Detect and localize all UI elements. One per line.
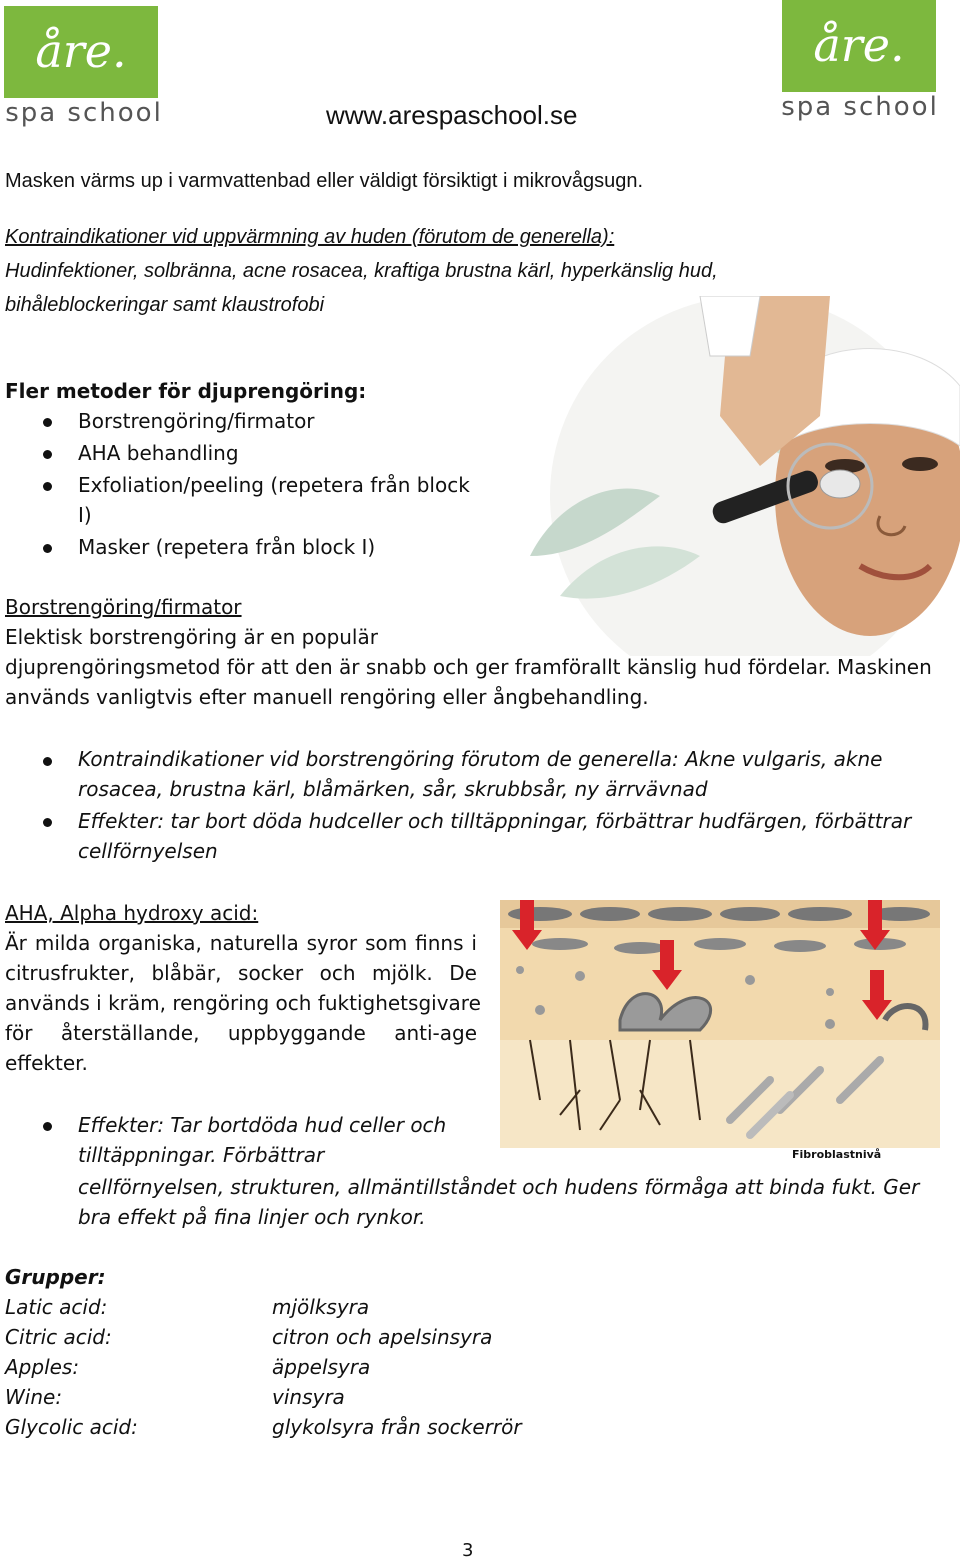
logo-right xyxy=(780,0,940,122)
bullet-icon xyxy=(43,450,52,459)
group-name: Latic acid: xyxy=(5,1295,108,1319)
group-value: glykolsyra från sockerrör xyxy=(272,1415,522,1439)
aha-text: citrusfrukter, blåbär, socker och mjölk. De xyxy=(5,961,477,985)
logo-subtitle: spa school xyxy=(5,98,163,128)
brush-text: Elektisk borstrengöring är en populär xyxy=(5,625,378,649)
brush-effects: Effekter: tar bort döda hudceller och tilltäppningar, förbättrar hudfärgen, förbättrar xyxy=(78,809,912,833)
aha-text: för återställande, uppbyggande anti-age xyxy=(5,1021,477,1045)
group-value: citron och apelsinsyra xyxy=(272,1325,493,1349)
intro-text: Masken värms up i varmvattenbad eller väldigt försiktigt i mikrovågsugn. xyxy=(5,170,644,192)
page-number: 3 xyxy=(462,1540,474,1561)
methods-item: I) xyxy=(78,503,92,527)
bullet-icon xyxy=(43,818,52,827)
methods-item: Exfoliation/peeling (repetera från block xyxy=(78,473,470,497)
group-value: vinsyra xyxy=(272,1385,345,1409)
group-name: Wine: xyxy=(5,1385,63,1409)
aha-heading: AHA, Alpha hydroxy acid: xyxy=(5,901,259,925)
website-url[interactable]: www.arespaschool.se xyxy=(326,100,578,130)
skin-layers-diagram xyxy=(500,900,940,1162)
brush-effects: cellförnyelsen xyxy=(78,839,218,863)
methods-item: Borstrengöring/firmator xyxy=(78,409,315,433)
group-name: Apples: xyxy=(5,1355,80,1379)
bullet-icon xyxy=(43,418,52,427)
brush-text: djuprengöringsmetod för att den är snabb och ger framförallt känslig hud fördelar. Maskinen xyxy=(5,655,932,679)
logo-script: åre. xyxy=(35,24,127,78)
brush-contra: rosacea, brustna kärl, blåmärken, sår, skrubbsår, ny ärrvävnad xyxy=(78,777,708,801)
contra-line: bihåleblockeringar samt klaustrofobi xyxy=(5,294,325,316)
aha-text: används i kräm, rengöring och fuktighetsgivare xyxy=(5,991,481,1015)
brush-contra: Kontraindikationer vid borstrengöring förutom de generella: Akne vulgaris, akne xyxy=(78,747,883,771)
aha-effects: Effekter: Tar bortdöda hud celler och xyxy=(78,1113,447,1137)
logo-left xyxy=(4,6,164,128)
aha-effects: tilltäppningar. Förbättrar xyxy=(78,1143,325,1167)
group-value: äppelsyra xyxy=(272,1355,371,1379)
contra-line: Hudinfektioner, solbränna, acne rosacea, kraftiga brustna kärl, hyperkänslig hud, xyxy=(5,260,718,282)
contra-heading: Kontraindikationer vid uppvärmning av huden (förutom de generella): xyxy=(5,226,615,248)
brush-heading: Borstrengöring/firmator xyxy=(5,595,242,619)
methods-item: AHA behandling xyxy=(78,441,239,465)
bullet-icon xyxy=(43,544,52,553)
facial-brush-illustration xyxy=(500,296,960,656)
aha-text: Är milda organiska, naturella syror som finns i xyxy=(5,931,477,955)
groups-heading: Grupper: xyxy=(5,1265,106,1289)
bullet-icon xyxy=(43,757,52,766)
aha-text: effekter. xyxy=(5,1051,88,1075)
aha-effects: cellförnyelsen, strukturen, allmäntillståndet och hudens förmåga att binda fukt. Ger xyxy=(78,1175,920,1199)
aha-effects: bra effekt på fina linjer och rynkor. xyxy=(78,1205,426,1229)
methods-item: Masker (repetera från block I) xyxy=(78,535,376,559)
brush-text: används vanligtvis efter manuell rengöring eller ångbehandling. xyxy=(5,685,649,709)
logo-script: åre. xyxy=(813,18,905,72)
group-name: Glycolic acid: xyxy=(5,1415,138,1439)
diagram-label: Fibroblastnivå xyxy=(792,1148,882,1161)
logo-subtitle: spa school xyxy=(781,92,939,122)
group-name: Citric acid: xyxy=(5,1325,112,1349)
bullet-icon xyxy=(43,1122,52,1131)
bullet-icon xyxy=(43,482,52,491)
methods-heading: Fler metoder för djuprengöring: xyxy=(5,379,367,403)
group-value: mjölksyra xyxy=(272,1295,370,1319)
